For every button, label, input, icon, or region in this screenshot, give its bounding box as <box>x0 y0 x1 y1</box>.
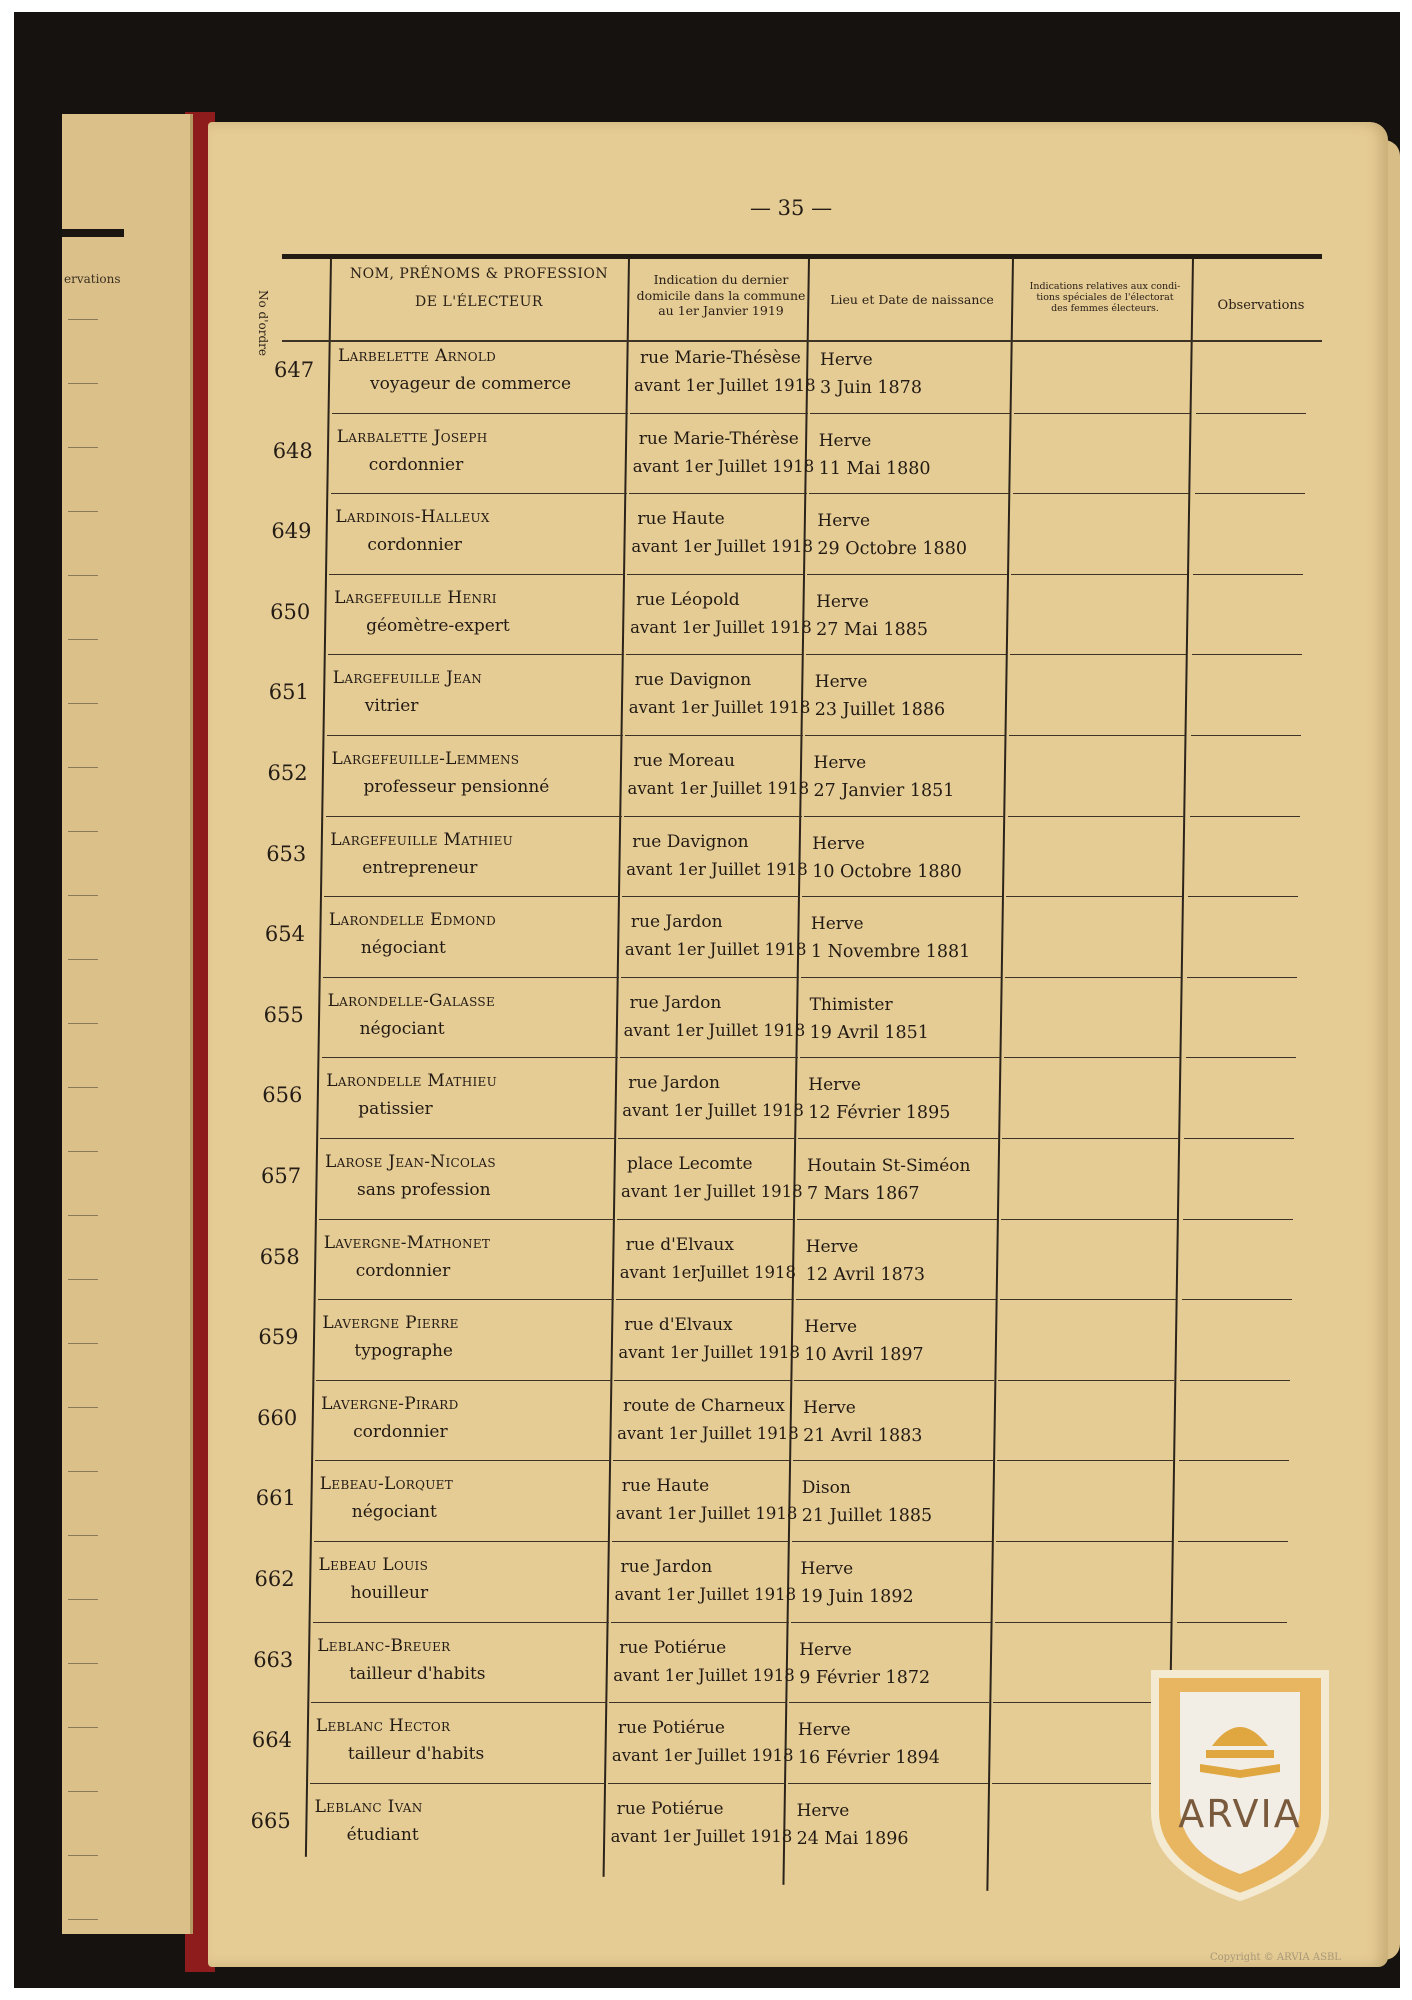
voter-name: Largefeuille Mathieu <box>330 829 514 850</box>
header-name <box>334 266 624 311</box>
voter-profession: négociant <box>359 1018 445 1039</box>
domicile-since: avant 1er Juillet 1918 <box>618 1343 800 1363</box>
row-separator <box>1179 1460 1289 1461</box>
row-separator <box>316 1380 612 1381</box>
left-page-rule <box>68 1407 98 1408</box>
arvia-logo <box>1140 1662 1340 1902</box>
row-separator <box>794 1380 994 1381</box>
birth-place: Houtain St-Siméon <box>807 1156 971 1176</box>
voter-profession: géomètre-expert <box>366 615 510 636</box>
domicile-street: rue Haute <box>621 1476 710 1497</box>
domicile-since: avant 1er Juillet 1918 <box>615 1504 798 1524</box>
header-bottom-rule <box>282 340 1322 342</box>
left-page-rule <box>68 1151 98 1152</box>
birth-date: 23 Juillet 1886 <box>814 700 946 721</box>
domicile-since: avant 1er Juillet 1918 <box>634 376 816 395</box>
birth-date: 27 Janvier 1851 <box>813 781 955 801</box>
birth-place: Herve <box>813 753 867 773</box>
row-separator <box>793 1460 993 1461</box>
row-separator <box>805 735 1005 736</box>
birth-place: Herve <box>820 350 873 370</box>
row-separator <box>621 977 799 978</box>
row-separator <box>1004 1057 1180 1058</box>
domicile-since: avant 1er Juillet 1918 <box>632 456 815 476</box>
row-separator <box>1190 816 1300 817</box>
arvia-logo-text: ARVIA <box>1178 1792 1302 1836</box>
row-separator <box>324 896 620 897</box>
row-separator <box>320 1138 616 1139</box>
row-separator <box>995 1622 1171 1623</box>
birth-place: Herve <box>818 430 872 451</box>
row-separator <box>1187 977 1297 978</box>
birth-place: Herve <box>812 833 865 854</box>
domicile-since: avant 1er Juillet 1918 <box>631 537 813 557</box>
voter-profession: vitrier <box>364 696 419 717</box>
row-separator <box>328 654 624 655</box>
row-number: 648 <box>272 438 313 463</box>
voter-profession: étudiant <box>346 1824 419 1845</box>
row-separator <box>608 1783 786 1784</box>
row-separator <box>616 1299 794 1300</box>
left-page-rule <box>68 447 98 448</box>
birth-place: Thimister <box>809 994 893 1015</box>
birth-place: Herve <box>799 1639 852 1660</box>
birth-date: 11 Mai 1880 <box>818 458 931 479</box>
domicile-street: route de Charneux <box>623 1395 785 1416</box>
voter-name: Largefeuille-Lemmens <box>331 749 520 769</box>
domicile-since: avant 1erJuillet 1918 <box>619 1262 797 1282</box>
birth-date: 1 Novembre 1881 <box>810 942 971 963</box>
voter-profession: négociant <box>351 1502 437 1523</box>
row-separator <box>801 977 1001 978</box>
row-separator <box>332 413 628 414</box>
voter-profession: typographe <box>354 1341 453 1362</box>
birth-place: Herve <box>804 1317 858 1338</box>
birth-place: Herve <box>805 1236 859 1257</box>
row-separator <box>617 1219 795 1220</box>
voter-name: Larondelle-Galasse <box>327 990 496 1011</box>
voter-name: Lavergne Pierre <box>322 1313 459 1334</box>
left-page-rule <box>68 1599 98 1600</box>
left-page-rule <box>68 1023 98 1024</box>
domicile-street: rue Jardon <box>620 1557 713 1577</box>
header-order <box>255 290 270 380</box>
voter-name: Lebeau Louis <box>318 1555 429 1575</box>
left-page-rule <box>68 1215 98 1216</box>
row-separator <box>1009 735 1185 736</box>
row-separator <box>792 1541 992 1542</box>
domicile-since: avant 1er Juillet 1918 <box>626 859 808 879</box>
voter-name: Larose Jean-Nicolas <box>325 1152 496 1172</box>
row-number: 662 <box>254 1567 295 1591</box>
birth-place: Herve <box>800 1559 854 1579</box>
row-separator <box>1000 1299 1176 1300</box>
voter-profession: professeur pensionné <box>363 777 550 797</box>
left-page-fragment <box>62 114 193 1934</box>
domicile-street: rue Jardon <box>629 992 722 1013</box>
left-page-rule <box>68 1727 98 1728</box>
left-page-rule <box>68 1791 98 1792</box>
birth-place: Herve <box>810 914 864 935</box>
domicile-street: rue d'Elvaux <box>625 1234 734 1255</box>
row-separator <box>613 1460 791 1461</box>
left-page-header: ervations <box>64 272 121 286</box>
row-number: 655 <box>263 1002 304 1027</box>
row-separator <box>996 1541 1172 1542</box>
domicile-since: avant 1er Juillet 1918 <box>613 1665 795 1685</box>
row-separator <box>1001 1219 1177 1220</box>
voter-name: Lavergne-Mathonet <box>323 1232 491 1253</box>
domicile-street: rue Marie-Thérèse <box>638 428 799 449</box>
birth-date: 21 Juillet 1885 <box>801 1506 933 1527</box>
row-separator <box>1010 654 1186 655</box>
left-page-rule <box>68 1663 98 1664</box>
row-number: 647 <box>274 358 315 382</box>
row-separator <box>1013 493 1189 494</box>
birth-date: 19 Juin 1892 <box>800 1587 914 1607</box>
voter-name: Lebeau-Lorquet <box>319 1474 454 1495</box>
domicile-street: rue d'Elvaux <box>624 1315 733 1336</box>
domicile-street: rue Léopold <box>636 589 740 610</box>
left-page-rule <box>68 575 98 576</box>
left-page-rule <box>68 319 98 320</box>
left-page-rule <box>68 1279 98 1280</box>
domicile-since: avant 1er Juillet 1918 <box>622 1101 804 1121</box>
birth-date: 24 Mai 1896 <box>796 1828 909 1849</box>
header-order-label: No d'ordre <box>256 290 270 356</box>
voter-name: Lavergne-Pirard <box>321 1393 459 1414</box>
voter-profession: sans profession <box>357 1180 491 1200</box>
row-separator <box>609 1702 787 1703</box>
voter-profession: tailleur d'habits <box>347 1744 485 1765</box>
row-separator <box>310 1783 606 1784</box>
header-domicile-line3: au 1er Janvier 1919 <box>658 303 784 319</box>
header-observations <box>1196 298 1326 314</box>
row-separator <box>1008 816 1184 817</box>
birth-place: Herve <box>814 672 868 693</box>
left-page-rule <box>68 1087 98 1088</box>
voter-name: Larondelle Mathieu <box>326 1071 498 1092</box>
row-separator <box>810 413 1010 414</box>
domicile-since: avant 1er Juillet 1918 <box>611 1746 794 1766</box>
row-separator <box>319 1219 615 1220</box>
voter-profession: entrepreneur <box>362 857 478 878</box>
birth-date: 3 Juin 1878 <box>820 378 922 398</box>
header-women-line1: Indications relatives aux condi- <box>1029 281 1181 292</box>
left-page-rule <box>68 1919 98 1920</box>
row-separator <box>809 493 1009 494</box>
left-page-rule <box>68 959 98 960</box>
voter-name: Lardinois-Halleux <box>335 507 490 528</box>
row-separator <box>618 1138 796 1139</box>
left-page-rule <box>68 383 98 384</box>
copyright-notice: Copyright © ARVIA ASBL <box>1210 1952 1341 1963</box>
row-separator <box>329 574 625 575</box>
birth-place: Dison <box>801 1478 851 1499</box>
row-separator <box>791 1622 991 1623</box>
row-separator <box>611 1622 789 1623</box>
row-number: 660 <box>257 1405 298 1430</box>
row-separator <box>1178 1541 1288 1542</box>
birth-date: 10 Avril 1897 <box>804 1345 924 1366</box>
left-page-rule <box>68 1343 98 1344</box>
row-number: 661 <box>255 1486 296 1511</box>
domicile-since: avant 1er Juillet 1918 <box>617 1423 799 1443</box>
row-separator <box>788 1783 988 1784</box>
domicile-since: avant 1er Juillet 1918 <box>628 698 811 718</box>
voter-name: Larondelle Edmond <box>328 910 497 931</box>
row-separator <box>804 816 1004 817</box>
left-page-rule <box>68 1471 98 1472</box>
row-separator <box>1192 654 1302 655</box>
row-separator <box>802 896 1002 897</box>
row-separator <box>629 493 807 494</box>
row-separator <box>798 1138 998 1139</box>
birth-date: 29 Octobre 1880 <box>817 539 967 560</box>
row-separator <box>997 1460 1173 1461</box>
row-separator <box>630 413 808 414</box>
row-separator <box>314 1541 610 1542</box>
row-separator <box>1188 896 1298 897</box>
domicile-street: rue Davignon <box>632 831 749 852</box>
row-number: 664 <box>251 1728 292 1753</box>
voter-name: Largefeuille Jean <box>332 668 483 689</box>
row-number: 663 <box>253 1647 294 1672</box>
domicile-street: rue Jardon <box>628 1073 720 1094</box>
row-number: 652 <box>267 761 308 785</box>
row-separator <box>1183 1219 1293 1220</box>
header-name-line1: NOM, PRÉNOMS & PROFESSION <box>349 266 609 282</box>
left-page-rule <box>68 767 98 768</box>
row-separator <box>318 1299 614 1300</box>
row-separator <box>806 654 1006 655</box>
row-number: 656 <box>262 1083 303 1108</box>
row-separator <box>800 1057 1000 1058</box>
row-separator <box>1195 493 1305 494</box>
domicile-street: rue Jardon <box>630 912 723 933</box>
row-separator <box>1196 413 1306 414</box>
row-number: 654 <box>264 922 305 947</box>
row-separator <box>620 1057 798 1058</box>
row-number: 649 <box>271 519 312 544</box>
header-domicile-line1: Indication du dernier <box>653 272 789 287</box>
voter-profession: cordonnier <box>367 535 462 556</box>
voter-profession: cordonnier <box>353 1421 448 1442</box>
birth-place: Herve <box>817 511 871 532</box>
left-page-rule <box>68 511 98 512</box>
row-separator <box>1182 1299 1292 1300</box>
birth-date: 9 Février 1872 <box>799 1667 931 1688</box>
birth-date: 12 Février 1895 <box>808 1103 951 1124</box>
domicile-street: place Lecomte <box>627 1154 753 1174</box>
voter-profession: négociant <box>360 938 446 959</box>
birth-place: Herve <box>796 1800 850 1821</box>
left-page-rule <box>68 1855 98 1856</box>
row-separator <box>627 574 805 575</box>
header-birth-label: Lieu et Date de naissance <box>830 292 994 307</box>
row-separator <box>789 1702 989 1703</box>
header-birth <box>812 292 1012 308</box>
voter-name: Leblanc-Breuer <box>317 1635 451 1656</box>
header-domicile <box>632 272 810 319</box>
row-separator <box>1014 413 1190 414</box>
voter-profession: tailleur d'habits <box>349 1663 486 1684</box>
domicile-since: avant 1er Juillet 1918 <box>627 779 810 798</box>
domicile-since: avant 1er Juillet 1918 <box>630 617 812 637</box>
row-separator <box>331 493 627 494</box>
header-observations-label: Observations <box>1217 298 1305 313</box>
birth-place: Herve <box>797 1720 851 1741</box>
voter-profession: cordonnier <box>355 1260 451 1281</box>
header-domicile-line2: domicile dans la commune <box>636 287 806 303</box>
row-separator <box>1005 977 1181 978</box>
row-number: 657 <box>261 1164 302 1188</box>
row-separator <box>614 1380 792 1381</box>
left-page-rule <box>68 1535 98 1536</box>
row-separator <box>624 816 802 817</box>
domicile-street: rue Davignon <box>634 670 752 691</box>
row-separator <box>1177 1622 1287 1623</box>
row-separator <box>327 735 623 736</box>
row-separator <box>1193 574 1303 575</box>
row-separator <box>311 1702 607 1703</box>
page-number: — 35 — <box>750 196 833 220</box>
domicile-since: avant 1er Juillet 1918 <box>610 1826 793 1846</box>
domicile-since: avant 1er Juillet 1918 <box>621 1182 803 1201</box>
row-separator <box>323 977 619 978</box>
birth-date: 10 Octobre 1880 <box>812 861 962 882</box>
row-separator <box>625 735 803 736</box>
birth-date: 7 Mars 1867 <box>807 1184 920 1204</box>
voter-name: Larbalette Joseph <box>336 426 488 447</box>
row-separator <box>1186 1057 1296 1058</box>
row-separator <box>626 654 804 655</box>
birth-place: Herve <box>803 1397 856 1418</box>
birth-place: Herve <box>808 1075 861 1096</box>
row-separator <box>1002 1138 1178 1139</box>
row-separator <box>1184 1138 1294 1139</box>
domicile-street: rue Potiérue <box>617 1718 725 1739</box>
row-separator <box>313 1622 609 1623</box>
voter-name: Largefeuille Henri <box>334 587 497 608</box>
row-separator <box>612 1541 790 1542</box>
row-number: 665 <box>250 1808 291 1833</box>
birth-date: 12 Avril 1873 <box>805 1264 925 1285</box>
domicile-street: rue Moreau <box>633 751 735 771</box>
row-number: 653 <box>266 841 307 866</box>
left-page-rule <box>68 703 98 704</box>
row-separator <box>315 1460 611 1461</box>
birth-date: 27 Mai 1885 <box>816 619 928 640</box>
left-page-bar <box>62 229 124 237</box>
row-separator <box>1006 896 1182 897</box>
domicile-street: rue Marie-Thésèse <box>640 348 801 368</box>
voter-profession: houilleur <box>350 1583 429 1603</box>
header-women-line3: des femmes électeurs. <box>1051 302 1159 314</box>
row-separator <box>796 1299 996 1300</box>
row-separator <box>807 574 1007 575</box>
domicile-street: rue Haute <box>637 509 725 530</box>
domicile-since: avant 1er Juillet 1918 <box>614 1585 797 1604</box>
row-separator <box>998 1380 1174 1381</box>
header-rule <box>282 254 1322 259</box>
row-number: 659 <box>258 1325 299 1350</box>
voter-profession: patissier <box>358 1099 433 1120</box>
left-page-rule <box>68 831 98 832</box>
voter-name: Larbelette Arnold <box>338 346 497 366</box>
birth-date: 21 Avril 1883 <box>803 1425 923 1446</box>
row-number: 651 <box>268 680 309 705</box>
voter-profession: cordonnier <box>368 454 464 475</box>
birth-date: 19 Avril 1851 <box>809 1022 929 1043</box>
row-separator <box>1191 735 1301 736</box>
domicile-since: avant 1er Juillet 1918 <box>623 1020 806 1040</box>
domicile-street: rue Potiérue <box>616 1798 724 1819</box>
voter-profession: voyageur de commerce <box>370 374 572 394</box>
row-separator <box>326 816 622 817</box>
birth-date: 16 Février 1894 <box>797 1748 940 1769</box>
left-page-rule <box>68 639 98 640</box>
row-separator <box>1180 1380 1290 1381</box>
row-number: 650 <box>270 599 311 624</box>
left-page-rule <box>68 895 98 896</box>
row-separator <box>622 896 800 897</box>
row-separator <box>797 1219 997 1220</box>
header-name-line2: DE L'ÉLECTEUR <box>415 293 543 310</box>
domicile-street: rue Potiérue <box>619 1637 727 1658</box>
row-separator <box>322 1057 618 1058</box>
voter-name: Leblanc Ivan <box>314 1796 423 1817</box>
row-separator <box>1011 574 1187 575</box>
header-women-line2: tions spéciales de l'électorat <box>1036 291 1174 303</box>
row-number: 658 <box>259 1244 300 1269</box>
voter-name: Leblanc Hector <box>315 1716 451 1737</box>
birth-place: Herve <box>816 591 869 612</box>
domicile-since: avant 1er Juillet 1918 <box>624 940 807 960</box>
header-women <box>1016 282 1194 315</box>
